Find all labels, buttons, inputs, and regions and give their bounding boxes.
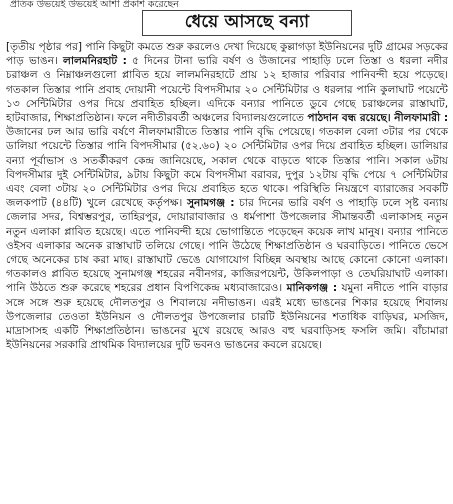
continuation-marker: [তৃতীয় পৃষ্ঠার পর] (6, 40, 82, 53)
dateline-manikganj: মানিকগঞ্জ : (286, 281, 338, 295)
paragraph-3: উজানের ঢল আর ভারি বর্ষণে নীলফামারীতে তিস্তার পানি বৃদ্ধি পেয়েছে। গতকাল বেলা ৩টার পর থেকে ডালিয়া পয়েন্টে তিস্তার পানি বিপদসীমার (৫২.৬০) ২০ সেন্টিমিটার ওপর দিয়ে প্রবাহিত হচ্ছিল। ডালিয়ার বন্যা পূর্বাভাস ও সতর্কীকরণ কেন্দ্র জানিয়েছে, সকাল থেকে বাড়তে থাকে তিস্তার পানি। সকাল ৬টায় বিপদসীমার দুই সেন্টিমিটার, ৯টায় কিছুটা কমে বিপদসীমা বরাবর, দুপুর ১২টায় বৃদ্ধি পেয়ে ৭ সেন্টিমিটার এবং বেলা ৩টায় ২০ সেন্টিমিটার ওপর দিয়ে প্রবাহিত হতে থাকে। পরিস্থিতি নিয়ন্ত্রণে ব্যারাজের সবকটি জলকপাট (৪৪টি) খুলে রেখেছে কর্তৃপক্ষ। (6, 125, 448, 210)
headline-box (142, 10, 352, 36)
dateline-sunamganj: সুনামগঞ্জ : (187, 196, 235, 210)
paragraph-4: চার দিনের ভারি বর্ষণ ও পাহাড়ি ঢলে সৃষ্ট বন্যায় জেলার সদর, বিশ্বম্ভরপুর, তাহিরপুর, দোয়ারাবাজার ও ধর্মপাশা উপজেলার সীমান্তবর্তী এলাকাসহ নতুন নতুন এলাকা প্লাবিত হয়েছে। এতে পানিবন্দী হয়ে ভোগান্তিতে পড়েছেন কয়েক লাখ মানুষ। বন্যার পানিতে ওইসব এলাকার অনেক রাস্তাঘাট তলিয়ে গেছে। পানি উঠেছে শিক্ষাপ্রতিষ্ঠান ও ঘরবাড়িতে। পানিতে ভেসে গেছে অনেকের চাষ করা মাছ। রাস্তাঘাট ভেঙে যোগাযোগ বিচ্ছিন্ন অবস্থায় আছে কোনো কোনো এলাকা। গতকালও প্লাবিত হয়েছে সুনামগঞ্জ শহরের নবীনগর, কাজিরপয়েন্ট, উকিলপাড়া ও তেঘরিয়াঘাট এলাকা। পানি উঠতে শুরু করেছে শহরের প্রধান বিপণিকেন্দ্র মধ্যবাজারেও। (6, 196, 448, 295)
cut-off-previous-text: প্রতিক উভয়েই উভয়েই আশা প্রকাশ করেছেন (10, 0, 179, 9)
bold-phrase-school-closed: পাঠদান বন্ধ রয়েছে। (307, 111, 391, 125)
dateline-lalmonirhat: লালমনিরহাট : (62, 54, 127, 68)
article-body (6, 40, 448, 502)
paragraph-5: যমুনা নদীতে পানি বাড়ার সঙ্গে সঙ্গে শুরু হয়েছে দৌলতপুর ও শিবালয়ে নদীভাঙন। এরই মধ্যে ভাঙনের শিকার হয়েছে শিবালয় উপজেলার তেওতা ইউনিয়ন ও দৌলতপুর উপজেলার চারটি ইউনিয়নের শতাধিক বাড়িঘর, মসজিদ, মাদ্রাসাসহ একটি শিক্ষাপ্রতিষ্ঠান। ভাঙনের মুখে রয়েছে আরও বহু ঘরবাড়িসহ ফসলি জমি। বাঁচামারা ইউনিয়নের সরকারি প্রাথমিক বিদ্যালয়ের দুটি ভবনও ভাঙনের কবলে রয়েছে। (6, 281, 448, 352)
dateline-nilphamari: নীলফামারী : (390, 111, 448, 125)
paragraph-1: পানি কিছুটা কমতে শুরু করলেও দেখা দিয়েছে কুল্লাগড়া ইউনিয়নের দুটি গ্রামের সড়কের পাড় ভাঙন। (6, 40, 448, 68)
paragraph-2: ৫ দিনের টানা ভারি বর্ষণ ও উজানের পাহাড়ি ঢলে তিস্তা ও ধরলা নদীর চরাঞ্চল ও নিম্নাঞ্চলগুলো প্লাবিত হয়ে লালমনিরহাটে প্রায় ১২ হাজার পরিবার পানিবন্দী হয়ে পড়েছে। গতকাল তিস্তার পানি প্রবাহ দোয়ানী পয়েন্টে বিপদসীমার ২০ সেন্টিমিটার ও ধরলার পানি কুলাঘাট পয়েন্টে ১৩ সেন্টিমিটার ওপর দিয়ে প্রবাহিত হচ্ছিল। এদিকে বন্যার পানিতে ডুবে গেছে চরাঞ্চলের রাস্তাঘাট, হাটবাজার, শিক্ষাপ্রতিষ্ঠান। ফলে নদীতীরবর্তী অঞ্চলের বিদ্যালয়গুলোতে (6, 54, 448, 125)
headline: ধেয়ে আসছে বন্যা (184, 12, 310, 32)
